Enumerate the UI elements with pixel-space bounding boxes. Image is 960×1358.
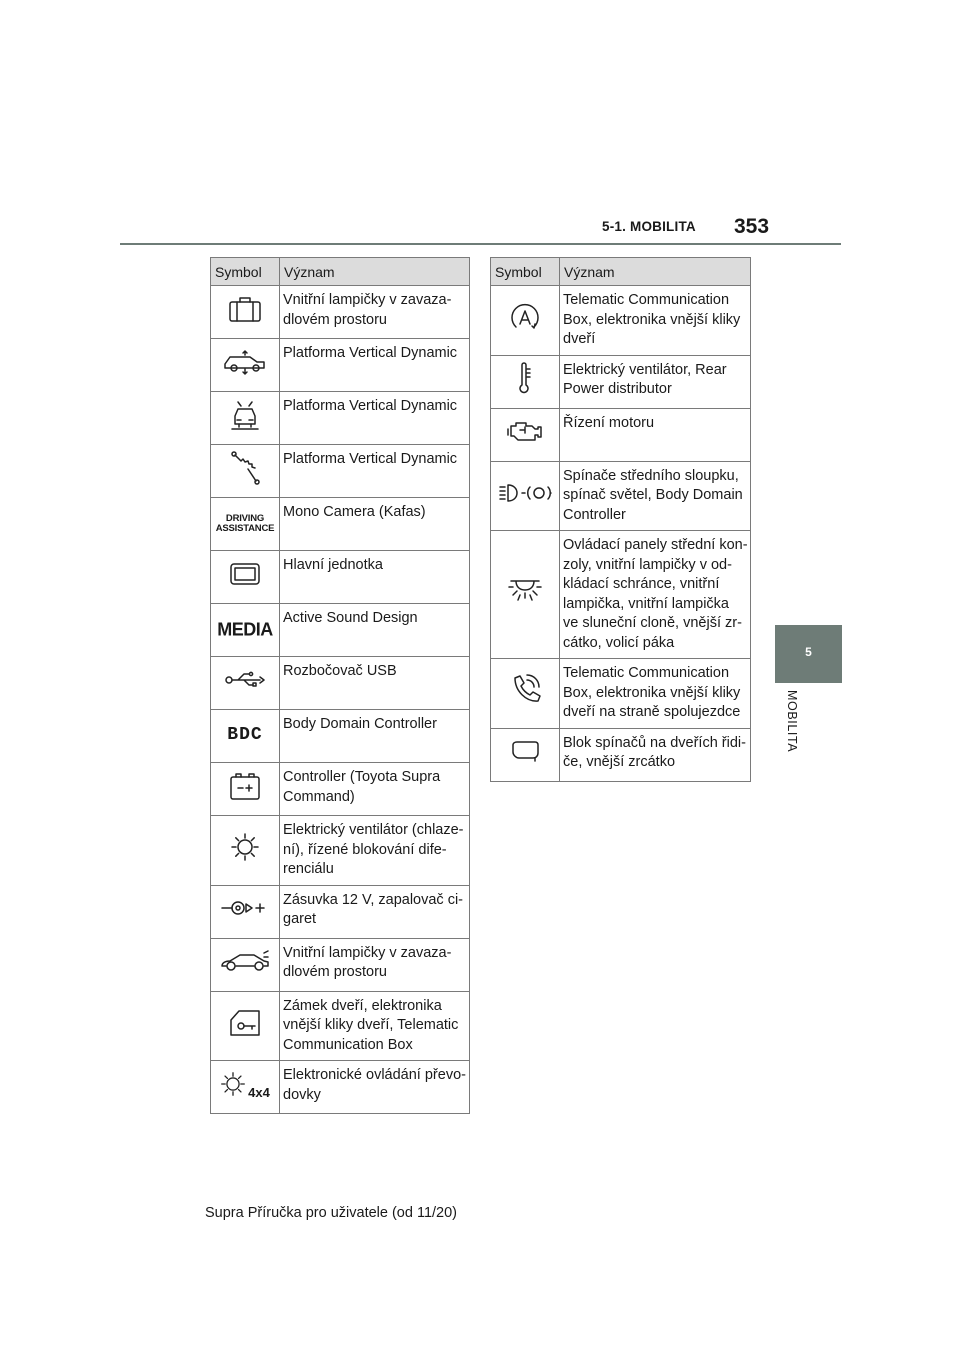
car-front-icon [228,398,262,439]
meaning-cell [560,408,751,461]
meaning-line: Elektrický ventilátor, Rear [563,361,727,378]
meaning-line: Power distributor [563,381,672,397]
symbol-cell [491,531,560,659]
meaning-cell [280,604,470,657]
table-row [211,938,470,991]
column-header-meaning: Význam [560,258,751,286]
table-row [211,710,470,763]
meaning-cell [280,657,470,710]
engine-icon [506,418,544,451]
meaning-cell [280,339,470,392]
symbol-cell [211,392,280,445]
symbol-cell [211,885,280,938]
table-row [211,339,470,392]
socket-12v-icon [220,897,270,926]
table-row [211,551,470,604]
mirror-icon [509,739,541,770]
chapter-number: 5 [805,645,812,659]
meaning-line: Body Domain Controller [283,716,437,732]
meaning-line: Communication Box [283,1036,413,1053]
symbol-cell [211,445,280,498]
symbol-cell [491,408,560,461]
meaning-line: dlovém prostoru [283,311,387,328]
meaning-line: Box, elektronika vnější kliky [563,311,741,328]
meaning-cell [560,531,751,659]
meaning-line: Telematic Communication [563,665,730,681]
meaning-cell [280,1061,470,1114]
car-side-icon [219,949,271,980]
symbol-cell [491,728,560,781]
meaning-cell [560,659,751,729]
meaning-line: Mono Camera (Kafas) [283,504,426,520]
table-row [211,991,470,1061]
symbol-cell [491,355,560,408]
meaning-cell [560,355,751,408]
meaning-line: Vnitřní lampičky v zavaza- [283,944,452,961]
table-row [491,659,751,729]
meaning-line: Platforma Vertical Dynamic [283,398,458,414]
meaning-line: Blok spínačů na dveřích řidi- [563,734,746,751]
meaning-line: Platforma Vertical Dynamic [283,451,458,467]
thermometer-icon [516,361,534,402]
table-row [491,531,751,659]
meaning-line: garet [283,911,317,927]
meaning-line: Active Sound Design [283,610,418,626]
symbol-cell [211,1061,280,1114]
symbol-cell [211,938,280,991]
symbol-cell [211,339,280,392]
meaning-line: dovky [283,1086,321,1103]
meaning-line: Telematic Communication [563,292,730,308]
meaning-line: Elektronické ovládání převo- [283,1067,466,1083]
meaning-cell [280,763,470,816]
page-number: 353 [734,215,770,238]
meaning-line: zoly, vnitřní lampičky v od- [563,556,732,573]
headlight-icon [498,482,552,511]
meaning-line: dveří na straně spolujezdce [563,704,741,720]
meaning-line: Elektrický ventilátor (chlaze- [283,822,464,838]
meaning-cell [280,498,470,551]
car-suspension-icon [222,348,268,383]
meaning-cell [280,551,470,604]
meaning-line: Ovládací panely střední kon- [563,537,748,553]
fan-gear-icon [230,832,260,869]
symbol-cell [211,604,280,657]
table-row [211,604,470,657]
driving-assistance-icon: DRIVING ASSISTANCE [215,512,275,534]
chapter-label [783,690,803,770]
meaning-line: Hlavní jednotka [283,557,383,573]
meaning-cell [560,461,751,531]
symbol-table-left [210,257,470,1114]
header-rule [120,243,841,245]
table-row [491,408,751,461]
gear-4x4-icon: 4x4 [220,1071,270,1104]
meaning-line: Command) [283,788,355,805]
symbol-cell [211,816,280,886]
symbol-table-right [490,257,751,782]
meaning-line: dlovém prostoru [283,964,387,980]
meaning-cell [280,885,470,938]
meaning-line: cátko, volicí páka [563,634,675,651]
bdc-icon: BDC [227,724,263,745]
meaning-line: dveří [563,331,596,347]
meaning-cell [280,938,470,991]
meaning-line: spínač světel, Body Domain [563,487,743,503]
meaning-line: ve sluneční cloně, vnější zr- [563,615,742,631]
meaning-line: renciálu [283,861,334,877]
chapter-label-text: MOBILITA [785,690,799,753]
table-row [211,1061,470,1114]
luggage-icon [228,295,262,330]
table-row [211,392,470,445]
meaning-line: ní), řízené blokování dife- [283,841,447,858]
table-row [211,763,470,816]
meaning-line: Zámek dveří, elektronika [283,997,442,1014]
meaning-line: če, vnější zrcátko [563,754,676,770]
table-row [211,657,470,710]
meaning-cell [560,728,751,781]
meaning-cell [280,392,470,445]
table-row [491,286,751,356]
display-icon [229,562,261,593]
meaning-line: Spínače středního sloupku, [563,467,739,484]
table-row [491,355,751,408]
meaning-line: vnější kliky dveří, Telematic [283,1017,459,1033]
column-header-meaning: Význam [280,258,470,286]
meaning-cell [280,445,470,498]
symbol-cell [491,659,560,729]
table-row [491,461,751,531]
meaning-cell [280,816,470,886]
table-row [211,286,470,339]
meaning-cell [280,991,470,1061]
page-footer: Supra Příručka pro uživatele (od 11/20) [205,1205,458,1221]
chapter-tab [775,625,842,683]
section-title: 5-1. MOBILITA [602,219,696,234]
meaning-cell [560,286,751,356]
battery-controller-icon [228,771,262,808]
column-header-symbol: Symbol [491,258,560,286]
symbol-cell [211,657,280,710]
symbol-cell [211,991,280,1061]
meaning-line: kládací schránce, vnitřní [563,576,720,592]
phone-icon [508,672,542,715]
symbol-cell [491,286,560,356]
meaning-cell [280,710,470,763]
symbol-cell [211,551,280,604]
meaning-line: Box, elektronika vnější kliky [563,684,741,701]
shock-absorber-icon [230,451,260,492]
meaning-line: lampička, vnitřní lampička [563,595,729,612]
meaning-line: Controller (Toyota Supra [283,769,441,785]
table-row [211,445,470,498]
meaning-line: Vnitřní lampičky v zavaza- [283,292,452,308]
meaning-line: Platforma Vertical Dynamic [283,345,458,361]
table-row [211,498,470,551]
meaning-cell [280,286,470,339]
interior-light-icon [507,577,543,612]
usb-icon [224,670,266,697]
symbol-cell [211,710,280,763]
table-row [491,728,751,781]
table-row [211,885,470,938]
table-row [211,816,470,886]
column-header-symbol: Symbol [211,258,280,286]
symbol-cell [211,763,280,816]
symbol-cell [211,498,280,551]
media-icon: MEDIA [217,618,273,640]
auto-triangle-icon [508,300,542,341]
symbol-cell [211,286,280,339]
meaning-line: Řízení motoru [563,414,655,431]
meaning-line: Rozbočovač USB [283,663,397,679]
symbol-cell [491,461,560,531]
door-key-icon [227,1008,263,1045]
meaning-line: Zásuvka 12 V, zapalovač ci- [283,891,464,908]
meaning-line: Controller [563,506,626,523]
